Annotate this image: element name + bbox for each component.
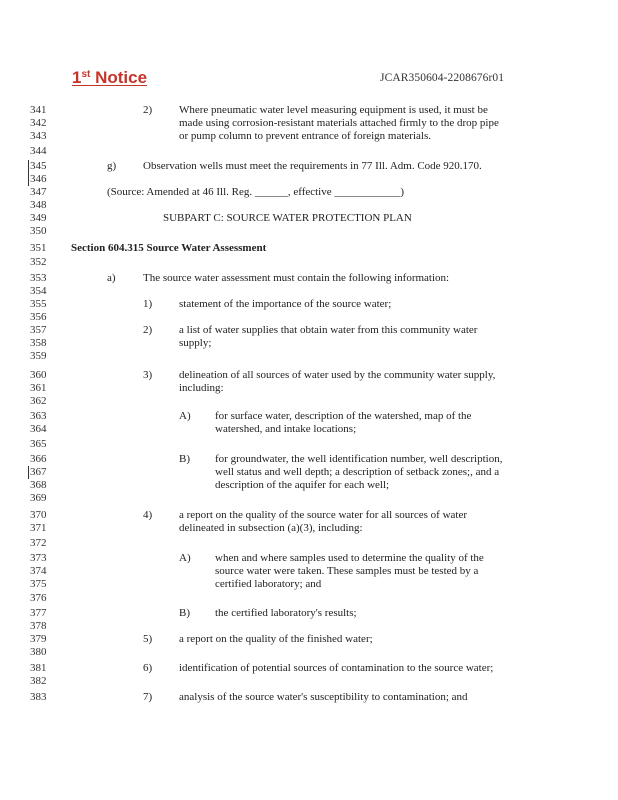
line-number: 376 (30, 592, 47, 604)
line-number: 369 (30, 492, 47, 504)
source-note: (Source: Amended at 46 Ill. Reg. ______, effective ____________) (107, 186, 405, 198)
item-marker: A) (179, 552, 191, 564)
line-number: 373 (30, 552, 47, 564)
item-text: source water were taken. These samples must be tested by a (215, 565, 479, 577)
line-number: 344 (30, 145, 47, 157)
item-text: well status and well depth; a description of setback zones;, and a (215, 466, 500, 478)
document-id: JCAR350604-2208676r01 (380, 72, 505, 84)
line-number: 362 (30, 395, 47, 407)
item-text: certified laboratory; and (215, 578, 322, 590)
item-text: delineation of all sources of water used by the community water supply, (179, 369, 496, 381)
line-number: 353 (30, 272, 47, 284)
line-number: 372 (30, 537, 47, 549)
line-number: 361 (30, 382, 47, 394)
item-text: or pump column to prevent entrance of foreign materials. (179, 130, 431, 142)
item-text: the certified laboratory's results; (215, 607, 357, 619)
item-marker: 4) (143, 509, 153, 521)
item-text: description of the aquifer for each well; (215, 479, 390, 491)
item-marker: 6) (143, 662, 153, 674)
subpart-title: SUBPART C: SOURCE WATER PROTECTION PLAN (163, 212, 412, 224)
line-number: 355 (30, 298, 47, 310)
line-number: 360 (30, 369, 47, 381)
line-number: 363 (30, 410, 47, 422)
item-text: delineated in subsection (a)(3), including: (179, 522, 363, 534)
line-number: 347 (30, 186, 47, 198)
line-number: 380 (30, 646, 47, 658)
line-number: 352 (30, 256, 47, 268)
line-number: 364 (30, 423, 47, 435)
item-text: for surface water, description of the watershed, map of the (215, 410, 472, 422)
line-number: 378 (30, 620, 47, 632)
line-number: 349 (30, 212, 47, 224)
item-marker: B) (179, 607, 190, 619)
line-number: 375 (30, 578, 47, 590)
line-number: 346 (28, 173, 56, 186)
item-marker: B) (179, 453, 190, 465)
line-number: 370 (30, 509, 47, 521)
line-number: 367 (28, 466, 56, 479)
line-number: 350 (30, 225, 47, 237)
line-number: 357 (30, 324, 47, 336)
line-number: 377 (30, 607, 47, 619)
item-marker: 5) (143, 633, 153, 645)
item-text: Where pneumatic water level measuring equipment is used, it must be (179, 104, 488, 116)
line-number: 343 (30, 130, 47, 142)
item-text: a list of water supplies that obtain water from this community water (179, 324, 478, 336)
item-text: watershed, and intake locations; (215, 423, 357, 435)
line-number: 354 (30, 285, 47, 297)
item-text: including: (179, 382, 224, 394)
section-heading: Section 604.315 Source Water Assessment (71, 242, 267, 254)
line-number: 356 (30, 311, 47, 323)
item-text: statement of the importance of the source water; (179, 298, 392, 310)
line-number: 345 (28, 160, 56, 173)
line-number: 382 (30, 675, 47, 687)
line-number: 383 (30, 691, 47, 703)
item-marker: 7) (143, 691, 153, 703)
line-number: 371 (30, 522, 47, 534)
item-marker: A) (179, 410, 191, 422)
item-text: a report on the quality of the source water for all sources of water (179, 509, 468, 521)
item-marker: a) (107, 272, 116, 284)
item-text: analysis of the source water's susceptibility to contamination; and (179, 691, 468, 703)
item-marker: 2) (143, 324, 153, 336)
item-text: made using corrosion-resistant materials attached firmly to the drop pipe (179, 117, 499, 129)
line-number: 379 (30, 633, 47, 645)
item-text: identification of potential sources of contamination to the source water; (179, 662, 494, 674)
item-text: supply; (179, 337, 212, 349)
line-number: 341 (30, 104, 47, 116)
item-text: The source water assessment must contain the following information: (143, 272, 450, 284)
item-marker: 2) (143, 104, 153, 116)
item-text: Observation wells must meet the requirements in 77 Ill. Adm. Code 920.170. (143, 160, 482, 172)
line-number: 374 (30, 565, 47, 577)
line-number: 368 (30, 479, 47, 491)
item-text: a report on the quality of the finished water; (179, 633, 373, 645)
line-number: 359 (30, 350, 47, 362)
line-number: 342 (30, 117, 47, 129)
item-marker: 1) (143, 298, 153, 310)
line-number: 366 (30, 453, 47, 465)
item-marker: g) (107, 160, 117, 172)
line-number: 381 (30, 662, 47, 674)
line-number: 365 (30, 438, 47, 450)
line-number: 358 (30, 337, 47, 349)
line-number: 348 (30, 199, 47, 211)
item-text: for groundwater, the well identification number, well description, (215, 453, 503, 465)
line-number: 351 (30, 242, 47, 254)
item-marker: 3) (143, 369, 153, 381)
notice-stamp: 1st Notice (72, 68, 148, 87)
item-text: when and where samples used to determine the quality of the (215, 552, 484, 564)
